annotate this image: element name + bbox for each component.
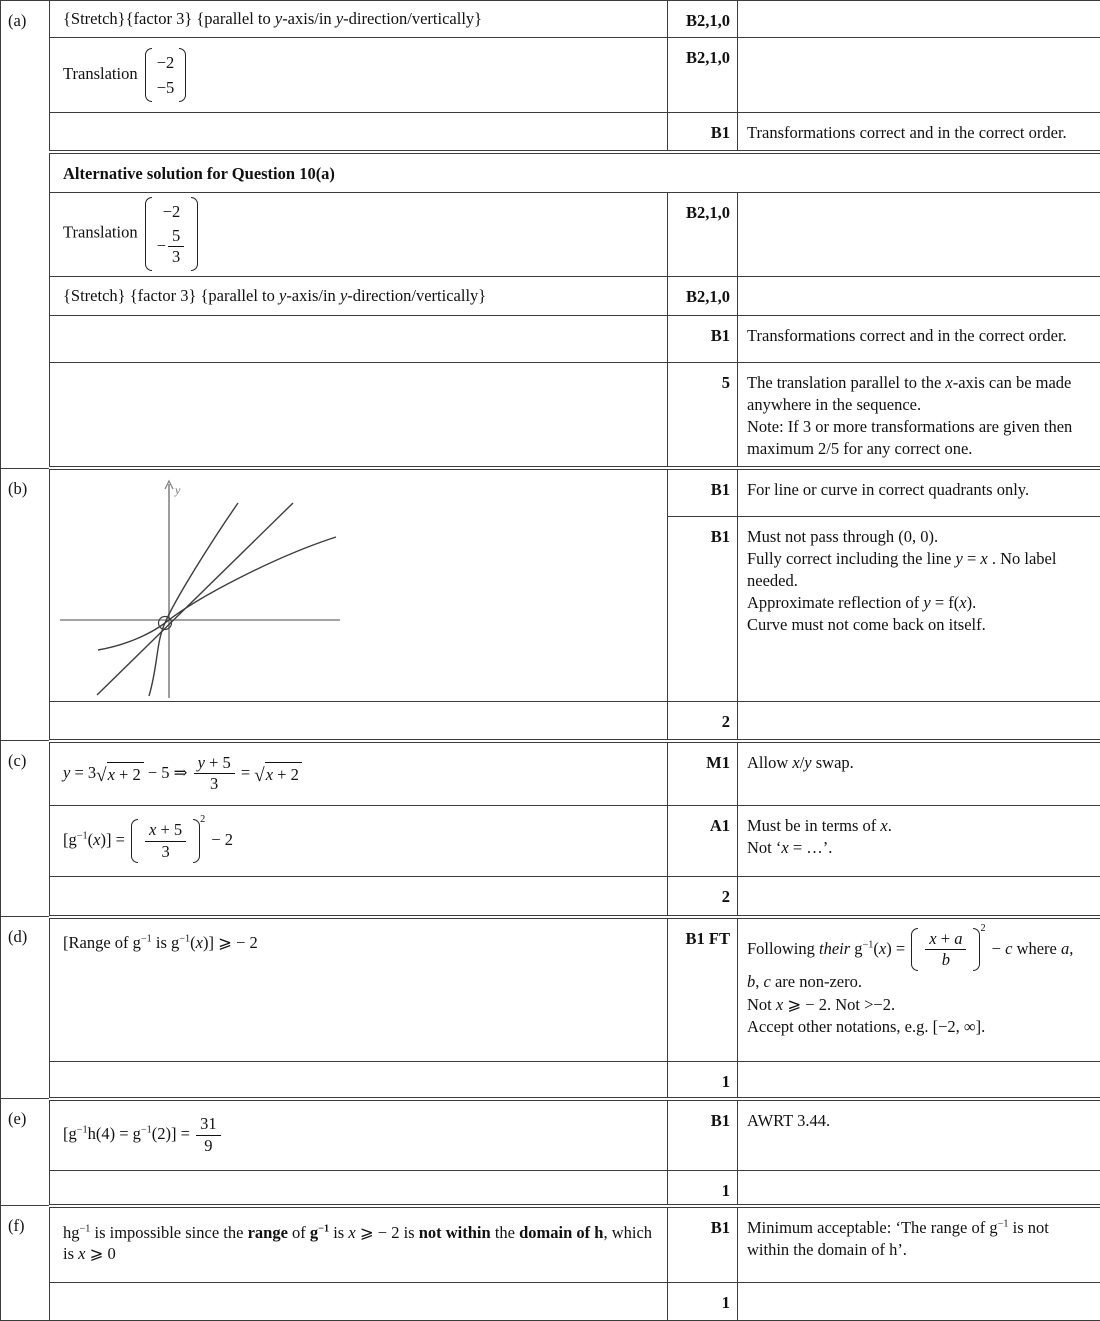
comment-d-r1: Following their $g^{-1}(x)$ = $\frac{x + a}{b}$ 2 − c where a, b, c are non-zero. Not x ⩾ − 2. Not >−2. Accept other notations, e.g. [−2, ∞]. xyxy=(738,917,1100,1062)
mark-a-r2: B2,1,0 xyxy=(668,38,738,113)
curve-f xyxy=(98,537,336,650)
answer-a-total xyxy=(50,362,668,468)
line-y-equals-x xyxy=(97,503,293,695)
comment-c-r1: Allow x/y swap. xyxy=(738,741,1100,806)
mark-b-r1: B1 xyxy=(668,468,738,516)
answer-a-r3 xyxy=(50,113,668,153)
comment-a-alt3: Transformations correct and in the correct order. xyxy=(738,315,1100,362)
answer-b-total xyxy=(50,702,668,741)
comment-a-total: The translation parallel to the x-axis can be made anywhere in the sequence. Note: If 3 or more transformations are given then maximum 2/5 for any correct one. xyxy=(738,362,1100,468)
answer-a-alt-translation: Translation −2 − $\frac{5}{3}$ xyxy=(50,192,668,276)
answer-f-total xyxy=(50,1283,668,1321)
answer-c-rearrange: y = 3 √ x + 2 − 5 ⇒ $\frac{y + 5}{3}$ = √ x + 2 xyxy=(50,741,668,806)
comment-b-r2: Must not pass through (0, 0). Fully correct including the line y = x . No label needed. Approximate reflection of y = f(x). Curve must not come back on itself. xyxy=(738,516,1100,701)
answer-a-alt3 xyxy=(50,315,668,362)
marks-total-f: 1 xyxy=(668,1283,738,1321)
y-axis-label: y xyxy=(174,483,181,497)
part-d-label: (d) xyxy=(1,917,50,1099)
comment-e-total xyxy=(738,1171,1100,1206)
answer-a-translation: Translation −2 −5 xyxy=(50,38,668,113)
mark-a-alt2: B2,1,0 xyxy=(668,276,738,315)
comment-a-alt2 xyxy=(738,276,1100,315)
answer-c-inverse: $[g^{-1}(x)]$ = $\frac{x + 5}{3}$ 2 − 2 xyxy=(50,806,668,877)
comment-c-total xyxy=(738,877,1100,917)
answer-e-total xyxy=(50,1171,668,1206)
part-a-label: (a) xyxy=(1,1,50,469)
answer-b-graph-cell xyxy=(50,468,668,702)
answer-c-total xyxy=(50,877,668,917)
mark-b-r2: B1 xyxy=(668,516,738,701)
part-e-label: (e) xyxy=(1,1099,50,1206)
comment-f-r1: Minimum acceptable: ‘The range of $g^{-1}$ is not within the domain of h’. xyxy=(738,1206,1100,1283)
mark-a-r3: B1 xyxy=(668,113,738,153)
inverse-function-graph xyxy=(50,470,666,701)
answer-a-stretch: {Stretch}{factor 3} {parallel to y-axis/in y-direction/vertically} xyxy=(50,1,668,38)
comment-d-total xyxy=(738,1062,1100,1099)
part-f-label: (f) xyxy=(1,1206,50,1321)
mark-a-r1: B2,1,0 xyxy=(668,1,738,38)
marks-total-a: 5 xyxy=(668,362,738,468)
mark-a-alt3: B1 xyxy=(668,315,738,362)
comment-b-total xyxy=(738,702,1100,741)
mark-c-r2: A1 xyxy=(668,806,738,877)
marks-total-e: 1 xyxy=(668,1171,738,1206)
answer-a-alt-stretch: {Stretch} {factor 3} {parallel to y-axis/in y-direction/vertically} xyxy=(50,276,668,315)
answer-d-range: [Range of $g^{-1}$ is $g^{-1}(x)$] ⩾ − 2 xyxy=(50,917,668,1062)
comment-c-r2: Must be in terms of x. Not ‘x = …’. xyxy=(738,806,1100,877)
mark-e-r1: B1 xyxy=(668,1099,738,1171)
marks-total-d: 1 xyxy=(668,1062,738,1099)
answer-d-total xyxy=(50,1062,668,1099)
comment-a-r2 xyxy=(738,38,1100,113)
alternative-solution-header: Alternative solution for Question 10(a) xyxy=(50,152,1100,192)
part-c-label: (c) xyxy=(1,741,50,917)
marks-total-b: 2 xyxy=(668,702,738,741)
marks-total-c: 2 xyxy=(668,877,738,917)
mark-a-alt1: B2,1,0 xyxy=(668,192,738,276)
comment-e-r1: AWRT 3.44. xyxy=(738,1099,1100,1171)
answer-e-value: $[g^{-1}h(4) = g^{-1}(2)]$ = $\frac{31}{9}$ xyxy=(50,1099,668,1171)
mark-d-r1: B1 FT xyxy=(668,917,738,1062)
comment-b-r1: For line or curve in correct quadrants only. xyxy=(738,468,1100,516)
part-b-label: (b) xyxy=(1,468,50,741)
comment-f-total xyxy=(738,1283,1100,1321)
mark-f-r1: B1 xyxy=(668,1206,738,1283)
answer-f-explanation: $hg^{-1}$ is impossible since the range of $g^{-1}$ is x ⩾ − 2 is not within the domain of h, which is x ⩾ 0 xyxy=(50,1206,668,1283)
comment-a-alt1 xyxy=(738,192,1100,276)
mark-c-r1: M1 xyxy=(668,741,738,806)
comment-a-r1 xyxy=(738,1,1100,38)
comment-a-r3: Transformations correct and in the correct order. xyxy=(738,113,1100,153)
